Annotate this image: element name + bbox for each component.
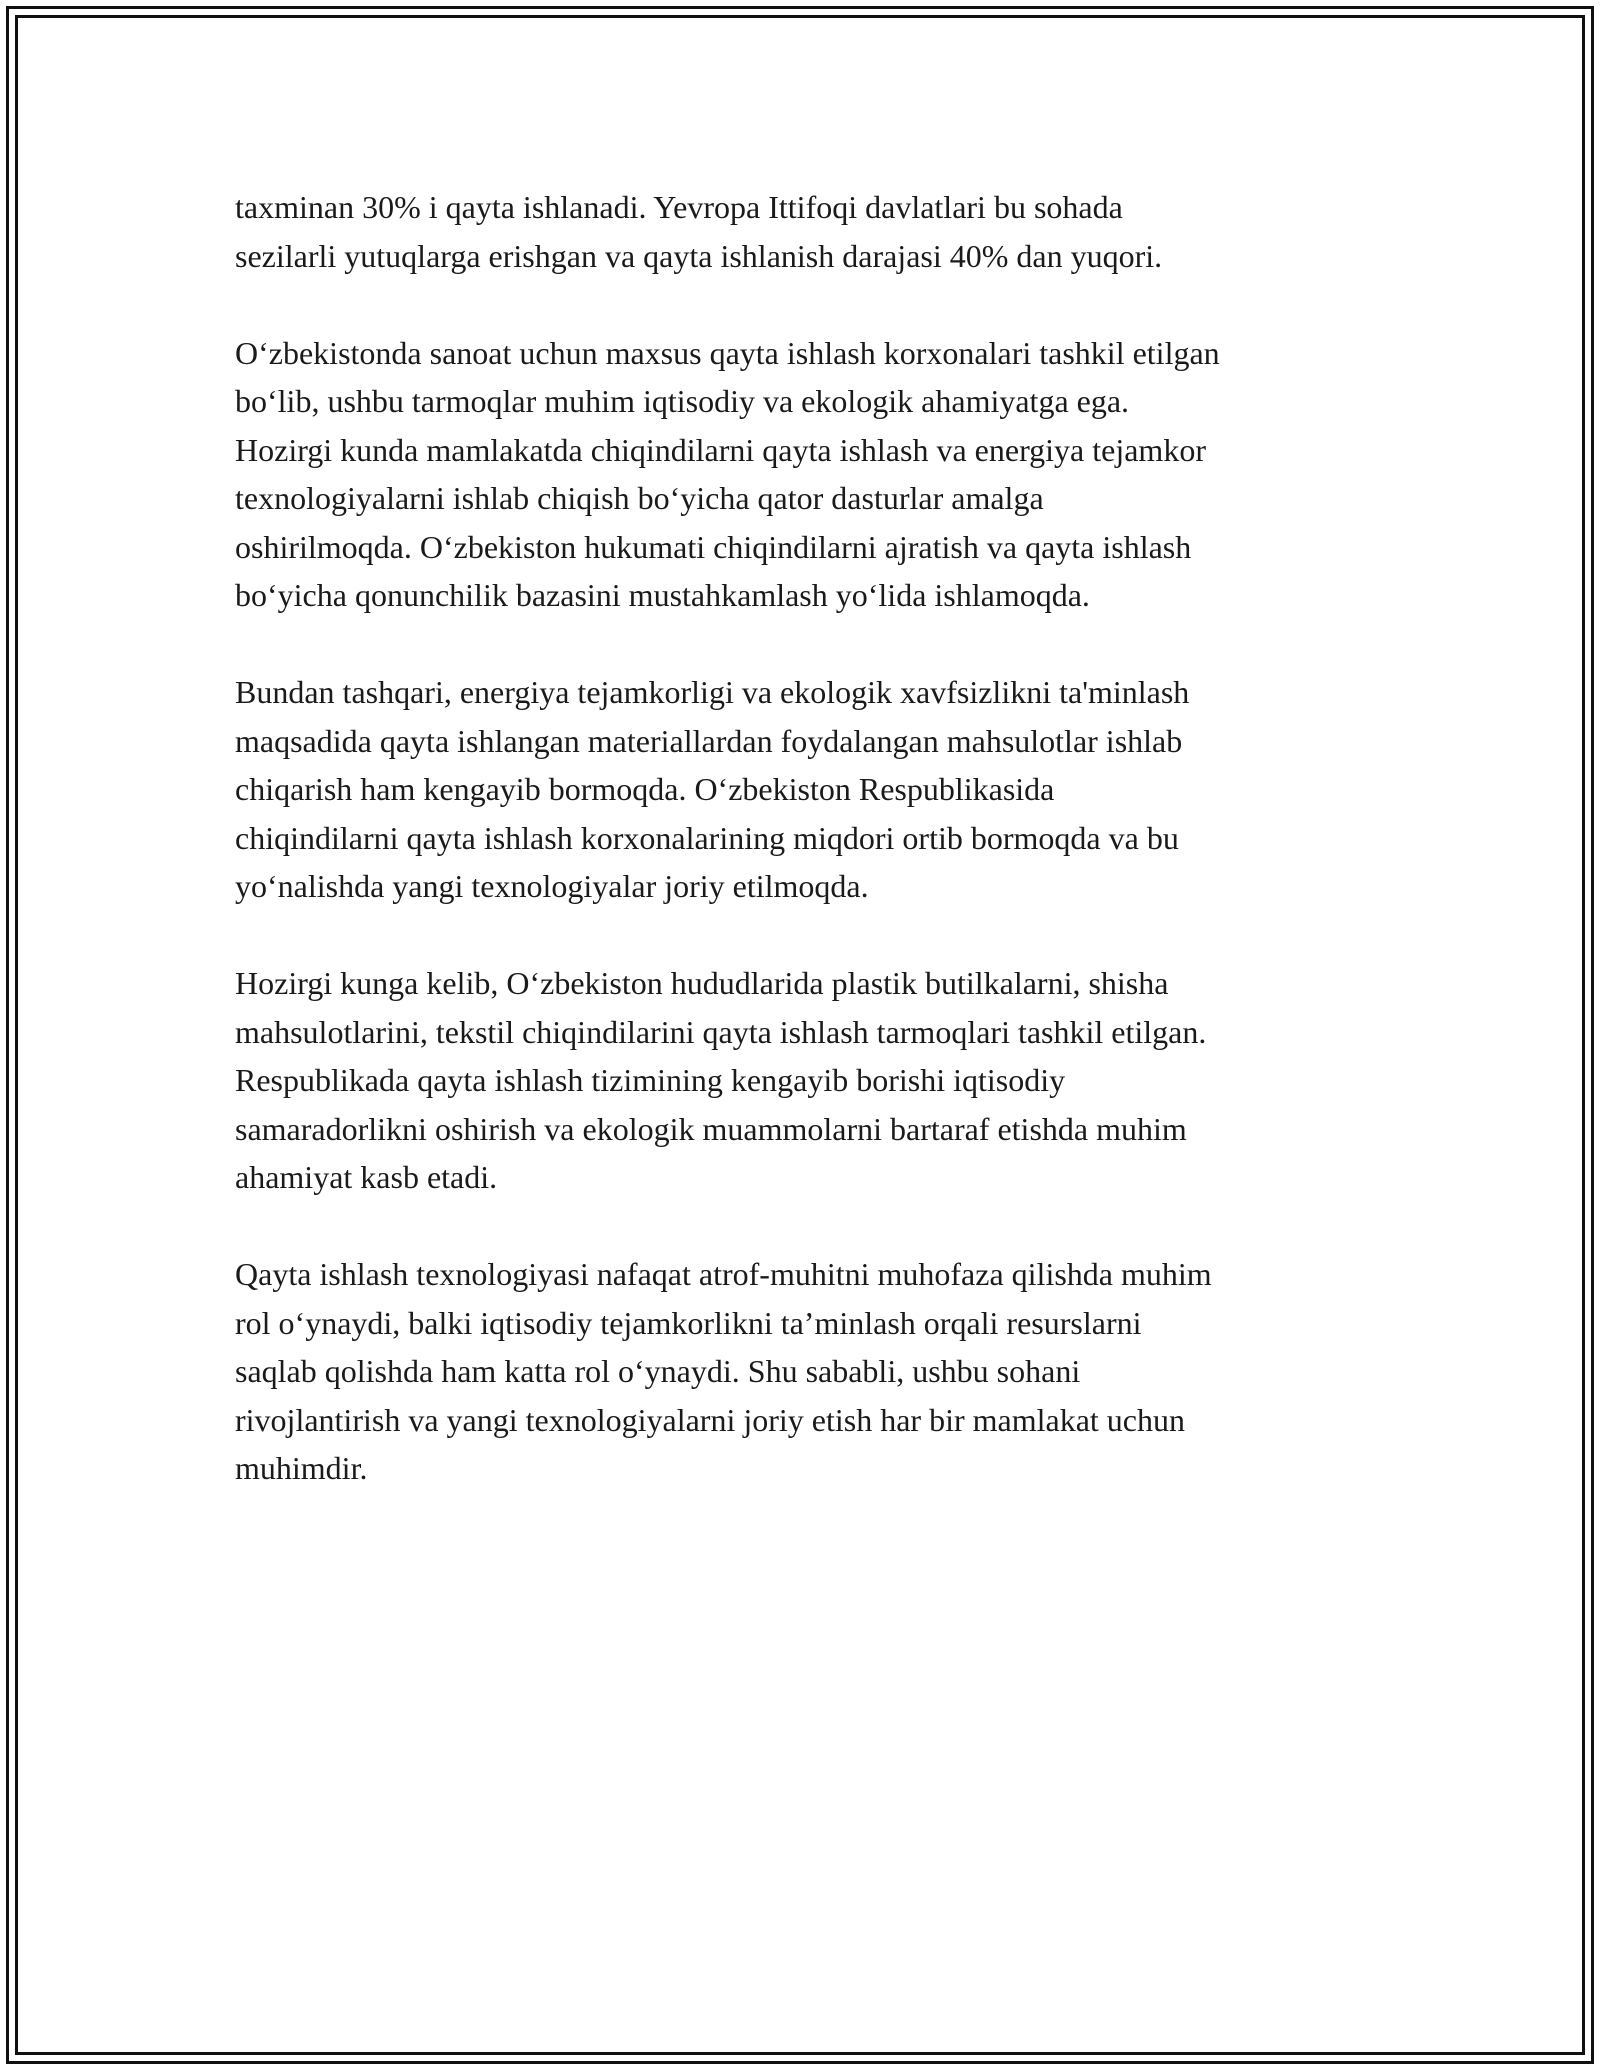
text-line: O‘zbekistonda sanoat uchun maxsus qayta ishlash korxonalari tashkil etilgan	[235, 334, 1220, 371]
text-line: saqlab qolishda ham katta rol o‘ynaydi. Shu sababli, ushbu sohani	[235, 1353, 1081, 1389]
text-line: muhimdir.	[235, 1450, 368, 1486]
text-line: Respublikada qayta ishlash tizimining kengayib borishi iqtisodiy	[235, 1062, 1066, 1098]
text-line: bo‘yicha qonunchilik bazasini mustahkamlash yo‘lida ishlamoqda.	[235, 577, 1090, 613]
text-line: sezilarli yutuqlarga erishgan va qayta ishlanish darajasi 40% dan yuqori.	[235, 237, 1163, 274]
paragraph	[235, 668, 1375, 911]
text-line: samaradorlikni oshirish va ekologik muammolarni bartaraf etishda muhim	[235, 1110, 1187, 1147]
text-line: rol o‘ynaydi, balki iqtisodiy tejamkorlikni ta’minlash orqali resurslarni	[235, 1304, 1142, 1341]
text-line: rivojlantirish va yangi texnologiyalarni joriy etish har bir mamlakat uchun	[235, 1401, 1185, 1438]
text-line: taxminan 30% i qayta ishlanadi. Yevropa Ittifoqi davlatlari bu sohada	[235, 189, 1123, 225]
text-line: Qayta ishlash texnologiyasi nafaqat atrof-muhitni muhofaza qilishda muhim	[235, 1256, 1212, 1292]
text-line: oshirilmoqda. O‘zbekiston hukumati chiqindilarni ajratish va qayta ishlash	[235, 528, 1192, 565]
document-body	[235, 183, 1375, 1541]
text-line: Hozirgi kunda mamlakatda chiqindilarni qayta ishlash va energiya tejamkor	[235, 431, 1206, 468]
paragraph	[235, 1250, 1375, 1493]
text-line: ahamiyat kasb etadi.	[235, 1159, 498, 1195]
text-line: yo‘nalishda yangi texnologiyalar joriy etilmoqda.	[235, 868, 869, 904]
text-line: bo‘lib, ushbu tarmoqlar muhim iqtisodiy va ekologik ahamiyatga ega.	[235, 383, 1130, 419]
text-line: chiqarish ham kengayib bormoqda. O‘zbekiston Respublikasida	[235, 771, 1055, 807]
text-line: maqsadida qayta ishlangan materiallardan foydalangan mahsulotlar ishlab	[235, 722, 1183, 759]
text-line: chiqindilarni qayta ishlash korxonalarining miqdori ortib bormoqda va bu	[235, 819, 1179, 856]
text-line: Bundan tashqari, energiya tejamkorligi va ekologik xavfsizlikni ta'minlash	[235, 674, 1190, 710]
text-line: mahsulotlarini, tekstil chiqindilarini qayta ishlash tarmoqlari tashkil etilgan.	[235, 1013, 1207, 1050]
text-line: Hozirgi kunga kelib, O‘zbekiston hududlarida plastik butilkalarni, shisha	[235, 965, 1169, 1001]
paragraph	[235, 329, 1375, 620]
text-line: texnologiyalarni ishlab chiqish bo‘yicha qator dasturlar amalga	[235, 480, 1044, 516]
paragraph	[235, 183, 1375, 280]
paragraph	[235, 959, 1375, 1202]
